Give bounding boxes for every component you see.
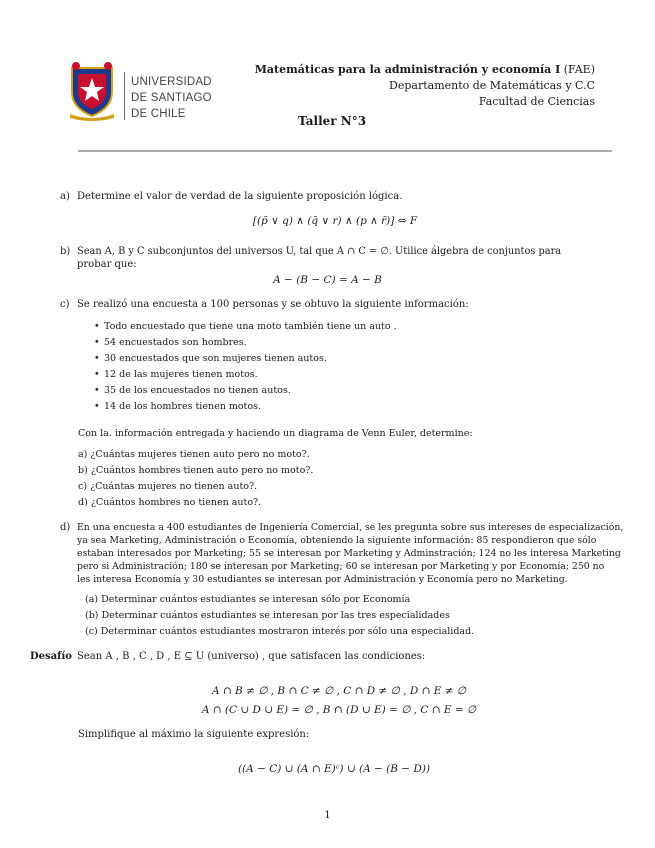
formula-a: [(p̄ ∨ q) ∧ (q̄ ∨ r) ∧ (p ∧ r̄)] ⇔ F <box>252 215 418 227</box>
exercise-text: Sean A, B y C subconjuntos del universos U, tal que A ∩ C = ∅. Utilice álgebra de conjuntos para <box>77 246 562 257</box>
header-rule <box>78 150 612 152</box>
exercise-text: probar que: <box>77 259 137 270</box>
exercise-label: b) <box>60 246 71 257</box>
question-text: ¿Cuántos hombres no tienen auto?. <box>90 497 262 508</box>
exercise-text: les interesa Economía y 30 estudiantes se interesan por Administración y Economía pero no Marketing. <box>77 574 568 585</box>
list-item: • Todo encuestado que tiene una moto también tiene un auto . <box>104 320 397 333</box>
university-line: UNIVERSIDAD <box>131 76 212 88</box>
question-text: ¿Cuántas mujeres no tienen auto?. <box>90 481 258 492</box>
exercise-label: a) <box>60 191 70 202</box>
question-label: a) <box>78 449 88 460</box>
expression: ((A − C) ∪ (A ∩ E)ᶜ) ∪ (A − (B − D)) <box>237 763 431 775</box>
exercise-label: d) <box>60 522 71 533</box>
department: Departamento de Matemáticas y C.C <box>389 79 595 92</box>
challenge-label: Desafío <box>30 651 72 662</box>
formula-b: A − (B − C) = A − B <box>273 274 382 286</box>
course-header <box>255 62 595 110</box>
question-text: ¿Cuántas mujeres tienen auto pero no moto?. <box>90 449 310 460</box>
exercise-text: pero si Administración; 180 se interesan por Marketing; 60 se interesan por Marketing y por Economía; 250 no <box>77 561 605 572</box>
university-line: DE SANTIAGO <box>131 92 212 104</box>
question-label: c) <box>78 481 88 492</box>
task-label: (b) <box>85 610 99 621</box>
task-text: Determinar cuántos estudiantes mostraron interés por sólo una especialidad. <box>100 626 475 637</box>
task-label: (c) <box>85 626 98 637</box>
condition-line-1: A ∩ B ≠ ∅ , B ∩ C ≠ ∅ , C ∩ D ≠ ∅ , D ∩ E ≠ ∅ <box>212 685 466 697</box>
course-title <box>255 62 595 78</box>
question-label: d) <box>78 497 88 508</box>
list-item: • 54 encuestados son hombres. <box>104 336 247 349</box>
list-item: • 14 de los hombres tienen motos. <box>104 400 261 413</box>
simplify-instruction: Simplifique al máximo la siguiente expresión: <box>78 729 310 740</box>
exercise-label: c) <box>60 299 70 310</box>
exercise-text: Se realizó una encuesta a 100 personas y se obtuvo la siguiente información: <box>77 299 469 310</box>
faculty: Facultad de Ciencias <box>478 95 595 108</box>
logo-divider <box>124 72 125 120</box>
question-text: ¿Cuántos hombres tienen auto pero no moto?. <box>90 465 314 476</box>
exercise-text: ya sea Marketing, Administración o Economía, obteniendo la siguiente información: 85 respondieron que sólo <box>77 535 597 546</box>
challenge <box>30 650 630 663</box>
list-item: • 30 encuestados que son mujeres tienen autos. <box>104 352 327 365</box>
university-crest-logo <box>66 58 118 122</box>
exercise-text: En una encuesta a 400 estudiantes de Ingeniería Comercial, se les pregunta sobre sus intereses de especialización, <box>77 522 624 533</box>
list-item: • 12 de las mujeres tienen motos. <box>104 368 258 381</box>
page-number: 1 <box>324 810 331 821</box>
university-line: DE CHILE <box>131 108 186 120</box>
venn-instruction: Con la. información entregada y haciendo un diagrama de Venn Euler, determine: <box>78 428 473 439</box>
university-name <box>131 74 212 122</box>
task-label: (a) <box>85 594 99 605</box>
task-text: Determinar cuántos estudiantes se interesan sólo por Economía <box>101 594 411 605</box>
course-name: Matemáticas para la administración y economía I <box>254 63 561 76</box>
question-label: b) <box>78 465 88 476</box>
exercise-text: Determine el valor de verdad de la siguiente proposición lógica. <box>77 191 403 202</box>
page-title: Taller N°3 <box>298 114 367 128</box>
list-item: • 35 de los encuestados no tienen autos. <box>104 384 291 397</box>
task-text: Determinar cuántos estudiantes se interesan por las tres especialidades <box>101 610 450 621</box>
condition-line-2: A ∩ (C ∪ D ∪ E) = ∅ , B ∩ (D ∪ E) = ∅ , C ∩ E = ∅ <box>201 704 477 716</box>
exercise-text: estaban interesados por Marketing; 55 se interesan por Marketing y Adminstración; 124 no les interesa Marketing <box>77 548 621 559</box>
challenge-text: Sean A , B , C , D , E ⊆ U (universo) , que satisfacen las condiciones: <box>77 651 426 662</box>
course-code: (FAE) <box>560 63 595 76</box>
